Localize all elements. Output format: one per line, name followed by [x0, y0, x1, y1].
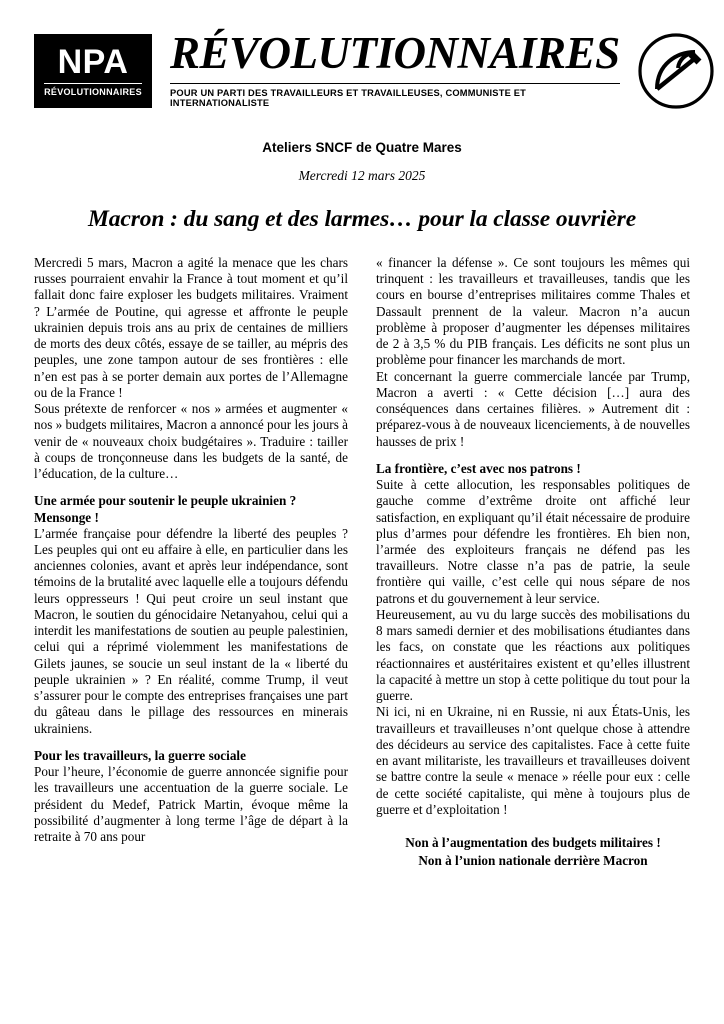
closing-slogan-1: Non à l’augmentation des budgets militaires ! [405, 834, 661, 850]
article-headline: Macron : du sang et des larmes… pour la classe ouvrière [87, 206, 637, 232]
paragraph: Heureusement, au vu du large succès des mobilisations du 8 mars samedi dernier et des mobilisations étudiantes dans les facs, on constate que les réactions aux politiques réactionnaires et austéritaires existent et qu’elles illustrent la capacité à mettre un stop à cette politique du tout pour la guerre. [376, 606, 690, 704]
right-column [376, 255, 690, 870]
masthead [34, 28, 690, 114]
publication-title: RÉVOLUTIONNAIRES [170, 28, 620, 78]
paragraph: Et concernant la guerre commerciale lancée par Trump, Macron a averti : « Cette décision […] aura des conséquences dans certaines filières. » Autrement dit : préparez-vous à de nouveaux licenciements, à de nouvelles hausses de prix ! [376, 368, 690, 449]
paragraph: Ni ici, ni en Ukraine, ni en Russie, ni aux États-Unis, les travailleurs et travailleuses n’ont quelque chose à attendre des décideurs au service des capitalistes. Face à cette fuite en avant militariste, les travailleurs et travailleuses doivent se battre contre la seule « menace » réelle pour eux : celle de cette société capitaliste, qui mène à toujours plus de guerre et d’exploitation ! [376, 704, 690, 817]
paragraph: « financer la défense ». Ce sont toujours les mêmes qui trinquent : les travailleurs et travailleuses, tandis que les cours en bourse d’entreprises militaires comme Thales et Dassault prennent de la valeur. Macron n’a aucun problème à proposer d’augmenter les dépenses militaires de 2 à 3,5 % du PIB français. Les déficits ne sont plus un problème pour financer les marchands de mort. [376, 255, 690, 368]
section-heading: Pour les travailleurs, la guerre sociale [34, 747, 246, 763]
closing-slogan-2: Non à l’union nationale derrière Macron [418, 852, 648, 868]
npa-logo-text: NPA [57, 43, 129, 81]
publication-date: Mercredi 12 mars 2025 [298, 168, 426, 183]
paragraph: Sous prétexte de renforcer « nos » armées et augmenter « nos » budgets militaires, Macron a annoncé pour les jours à venir de « nouveaux choix budgétaires ». Traduire : tailler à coups de tronçonneuse dans les budgets de la santé, de l’éducation, de la culture… [34, 401, 348, 482]
hammer-and-sickle-icon [632, 31, 720, 111]
publication-title-block [164, 28, 620, 111]
paragraph: Pour l’heure, l’économie de guerre annoncée signifie pour les travailleurs une accentuation de la guerre sociale. Le président du Medef, Patrick Martin, évoque même la possibilité d’augmenter à long terme l’âge de départ à la retraite à 70 ans pour [34, 764, 348, 844]
section-heading: La frontière, c’est avec nos patrons ! [376, 460, 581, 476]
left-column [34, 255, 348, 870]
publication-subtitle: POUR UN PARTI DES TRAVAILLEURS ET TRAVAILLEUSES, COMMUNISTE ET INTERNATIONALISTE [170, 83, 620, 108]
local-section-title: Ateliers SNCF de Quatre Mares [262, 140, 462, 155]
paragraph: L’armée française pour défendre la liberté des peuples ? Les peuples qui ont eu affaire à elle, en particulier dans les anciennes colonies, avant et après leur indépendance, sont témoins de la brutalité avec laquelle elle a toujours défendu leurs oppresseurs ! Qui peut croire un seul instant que Macron, le soutien du génocidaire Netanyahou, celui qui a interdit les manifestations de soutien au peuple palestinien, celui qui a réprimé violemment les manifestations de Gilets jaunes, se soucie un seul instant de la « liberté du peuple ukrainien » ? En réalité, comme Trump, il veut s’assurer pour le compte des entreprises françaises une part du gâteau dans le pillage des ressources en minerais ukrainiens. [34, 525, 348, 736]
paragraph: Suite à cette allocution, les responsables politiques de gauche comme d’extrême droite ont affiché leur satisfaction, en expliquant qu’il était nécessaire de produire plus d’armes pour défendre les frontières. Eh bien non, l’armée des exploiteurs français ne défend pas les travailleurs. Notre classe n’a pas de patrie, la seule frontière qui vaille, c’est celle qui nous sépare de nos patrons et du gouvernement à leur service. [376, 477, 690, 606]
npa-logo-subtext: RÉVOLUTIONNAIRES [44, 83, 142, 97]
section-heading: Une armée pour soutenir le peuple ukrainien ? Mensonge ! [34, 493, 297, 525]
paragraph: Mercredi 5 mars, Macron a agité la menace que les chars russes pourraient envahir la France à tout moment et qu’il fallait donc faire exploser les budgets militaires. Vraiment ? L’armée de Poutine, qui agresse et affronte le peuple ukrainien depuis trois ans au prix de centaines de milliers de morts des deux côtés, essaye de se tailler, au mépris des peuples, une zone tampon autour de ses frontières : elle n’en est pas à se porter demain aux portes de l’Allemagne ou de la France ! [34, 255, 348, 400]
npa-logo [34, 34, 152, 108]
article-body [34, 255, 690, 870]
